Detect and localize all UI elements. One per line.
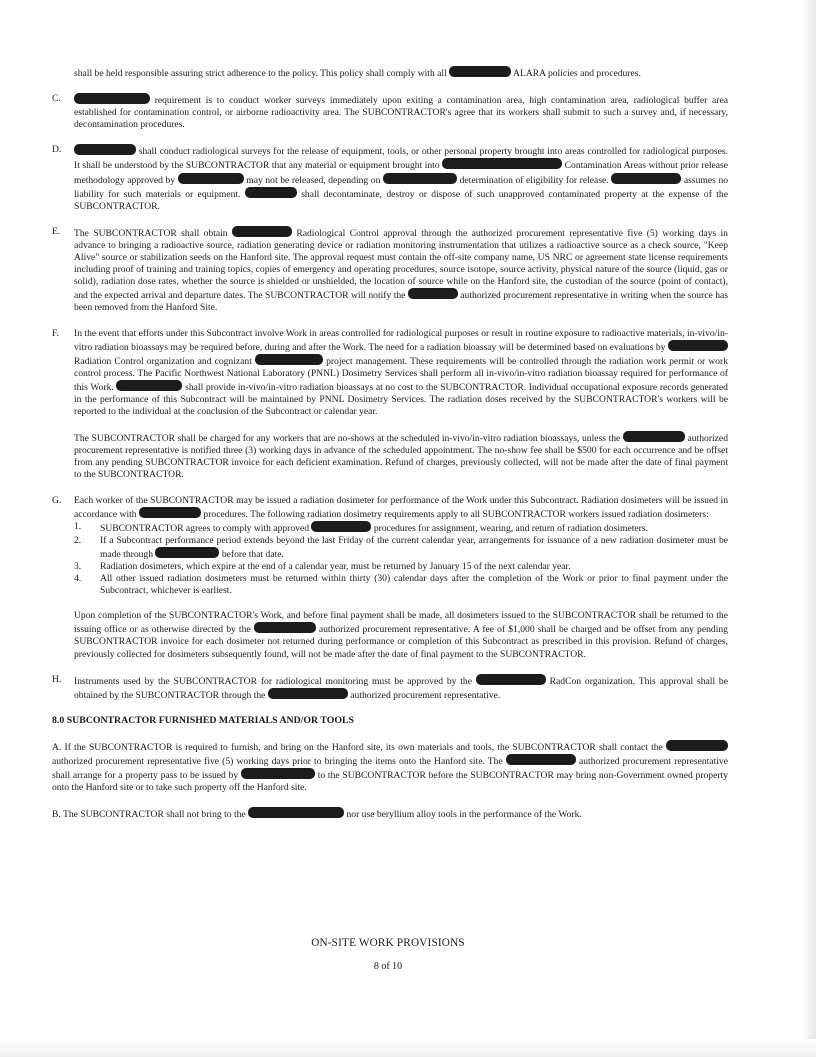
item-g-dosimeter-return-paragraph: Upon completion of the SUBCONTRACTOR's Work, and before final payment shall be made, all dosimeters issued to the SUBCONTRACTOR shall be returned to the issuing office or as otherwise directed by the authorized procurement representative. A fee of $1,000 shall be charged and be offset from any pending SUBCONTRACTOR invoice for each dosimeter not returned during performance or completion of this Subcontract as prescribed in this provision. Refund of charges, previously collected for dosimeters subsequently found, will not be made after the date of final payment to the SUBCONTRACTOR.: [74, 610, 728, 660]
redaction-mark: [255, 354, 323, 365]
item-letter: C.: [52, 93, 61, 105]
redaction-mark: [408, 288, 458, 299]
redaction-mark: [232, 226, 292, 237]
item-h-text: Instruments used by the SUBCONTRACTOR for radiological monitoring must be approved by the RadCon organization. This approval shall be obtained by the SUBCONTRACTOR through the authorized procurement representative.: [74, 675, 728, 701]
document-body: [52, 66, 728, 834]
list-item: 4. All other issued radiation dosimeters must be returned within thirty (30) calendar days after the completion of the Work or prior to final payment under the Subcontract, whichever is earliest.: [74, 573, 728, 597]
item-letter: F.: [52, 327, 59, 339]
item-h: [52, 674, 728, 702]
footer-title: ON-SITE WORK PROVISIONS: [311, 937, 465, 949]
item-f: [52, 328, 728, 482]
redaction-mark: [611, 173, 681, 184]
redaction-mark: [254, 622, 316, 633]
redaction-mark: [241, 768, 315, 779]
scan-bottom-shadow: [0, 1039, 816, 1057]
redaction-mark: [666, 740, 728, 751]
list-item: 1. SUBCONTRACTOR agrees to comply with approved procedures for assignment, wearing, and return of radiation dosimeters.: [74, 520, 648, 534]
redaction-mark: [506, 754, 576, 765]
redaction-mark: [449, 66, 511, 77]
redaction-mark: [668, 340, 728, 351]
redaction-mark: [116, 380, 182, 391]
list-item: 2. If a Subcontract performance period extends beyond the last Friday of the current calendar year, arrangements for issuance of a new radiation dosimeter must be made through before that date.: [74, 534, 728, 560]
redaction-mark: [245, 187, 297, 198]
redaction-mark: [139, 507, 201, 518]
scan-edge-shadow: [802, 0, 816, 1057]
item-letter: E.: [52, 225, 61, 237]
item-g-text: Each worker of the SUBCONTRACTOR may be issued a radiation dosimeter for performance of the Work under this Subcontract. Radiation dosimeters will be issued in accordance with procedures. The following radiation dosimetry requirements apply to all SUBCONTRACTOR workers issued radiation dosimeters:: [74, 494, 728, 520]
list-item: 3. Radiation dosimeters, which expire at the end of a calendar year, must be returned by January 15 of the next calendar year.: [74, 561, 571, 572]
redaction-mark: [248, 807, 344, 818]
redaction-mark: [74, 93, 150, 104]
item-c: [52, 93, 728, 131]
section-8-heading: 8.0 SUBCONTRACTOR FURNISHED MATERIALS AND/OR TOOLS: [52, 714, 354, 726]
item-d: [52, 144, 728, 212]
item-d-text: shall conduct radiological surveys for the release of equipment, tools, or other personal property brought into areas controlled for radiological purposes. It shall be understood by the SUBCONTRACTOR that any material or equipment brought into Contamination Areas without prior release methodology approved by may not be released, depending on determination of eligibility for release. assumes no liability for such materials or equipment. shall decontaminate, destroy or dispose of such unapproved contaminated property at the expense of the SUBCONTRACTOR.: [74, 146, 729, 212]
section-8-item-a: A. If the SUBCONTRACTOR is required to furnish, and bring on the Hanford site, its own materials and tools, the SUBCONTRACTOR shall contact the authorized procurement representative five (5) working days prior to bringing the items onto the Hanford site. The authorized procurement representative shall arrange for a property pass to be issued by to the SUBCONTRACTOR before the SUBCONTRACTOR may bring non-Government owned property onto the Hanford site or to take such property off the Hanford site.: [52, 741, 728, 794]
item-e-text: The SUBCONTRACTOR shall obtain Radiological Control approval through the authorized procurement representative five (5) working days in advance to bringing a radioactive source, radiation generating device or radiation monitoring instrumentation that utilizes a radioactive source as a check source, "Keep Alive" source or stabilization seeds on the Hanford site. The approval request must contain the off-site company name, US NRC or agreement state license requirements including proof of training and training topics, copies of emergency and operating procedures, source isotope, source activity, physical nature of the source (liquid, gas or solid), radiation dose rates, whether the source is shielded or unshielded, the location of source while on the Hanford site, the custodian of the source (point of contact), and the expected arrival and departure dates. The SUBCONTRACTOR will notify the authorized procurement representative in writing when the source has been removed from the Hanford Site.: [74, 227, 728, 314]
item-g: [52, 495, 728, 661]
item-letter: H.: [52, 673, 62, 685]
page-number: 8 of 10: [373, 961, 403, 972]
item-f-text: In the event that efforts under this Subcontract involve Work in areas controlled for radiological purposes or result in routine exposure to radioactive materials, in-vivo/in-vitro radiation bioassays may be required before, during and after the Work. The need for a radiation bioassay will be determined based on evaluations by Radiation Control organization and cognizant project management. These requirements will be controlled through the radiation work permit or work control process. The Pacific Northwest National Laboratory (PNNL) Dosimetry Services shall perform all in-vivo/in-vitro radiation bioassay required for performance of this Work. shall provide in-vivo/in-vitro radiation bioassays at no cost to the SUBCONTRACTOR. Individual occupational exposure records generated in the performance of this Subcontract will be maintained by PNNL Dosimetry Services. The radiation doses received by the SUBCONTRACTOR's workers will be reported to the individual at the conclusion of the Subcontract or calendar year.: [74, 327, 728, 418]
item-f-no-show-paragraph: The SUBCONTRACTOR shall be charged for any workers that are no-shows at the scheduled in-vivo/in-vitro radiation bioassays, unless the authorized procurement representative is notified three (3) working days in advance of the scheduled appointment. The no-show fee shall be $500 for each occurrence and be offset from any pending SUBCONTRACTOR invoice for each deficient examination. Refund of charges, previously collected, will not be made after the date of final payment to the SUBCONTRACTOR.: [74, 433, 728, 481]
redaction-mark: [268, 688, 348, 699]
item-e: [52, 226, 728, 315]
item-letter: G.: [52, 494, 62, 506]
redaction-mark: [74, 144, 136, 155]
redaction-mark: [476, 674, 546, 685]
item-c-text: requirement is to conduct worker surveys immediately upon exiting a contamination area, high contamination area, radiological buffer area established for contamination control, or airborne radioactivity area. The SUBCONTRACTOR's agree that its workers shall submit to such a survey and, if necessary, decontamination procedures.: [74, 95, 728, 131]
section-8-item-b: B. The SUBCONTRACTOR shall not bring to the nor use beryllium alloy tools in the performance of the Work.: [52, 809, 582, 821]
redaction-mark: [178, 173, 244, 184]
redaction-mark: [623, 431, 685, 442]
redaction-mark: [442, 158, 562, 169]
dosimetry-requirements-list: [74, 521, 728, 598]
intro-continuation: shall be held responsible assuring strict adherence to the policy. This policy shall comply with all ALARA policies and procedures.: [74, 68, 641, 79]
item-letter: D.: [52, 144, 62, 156]
redaction-mark: [155, 547, 219, 558]
redaction-mark: [383, 173, 457, 184]
redaction-mark: [311, 521, 371, 532]
